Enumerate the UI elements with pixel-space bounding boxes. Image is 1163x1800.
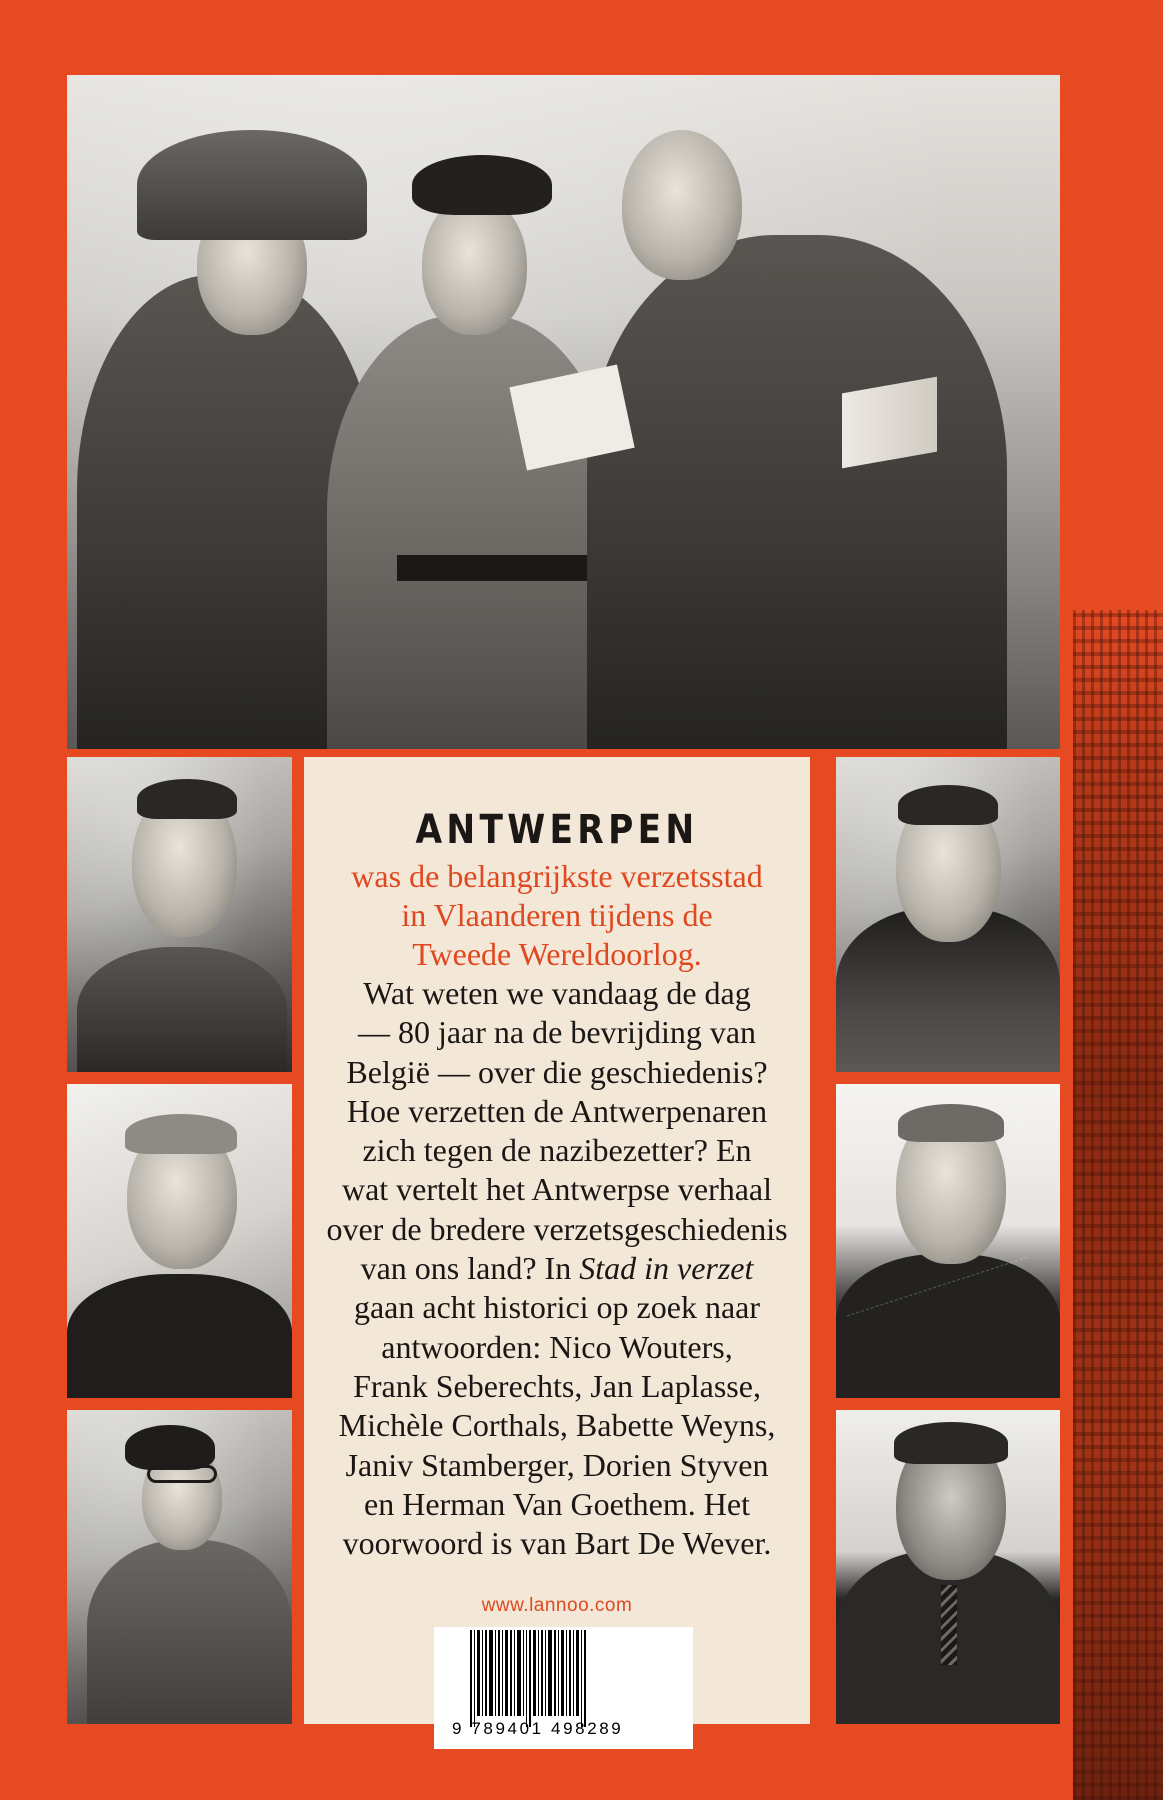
beret (412, 155, 552, 215)
city-panorama-strip (1073, 610, 1163, 1800)
portrait-hair (898, 1104, 1004, 1142)
barcode-bars (470, 1630, 660, 1722)
isbn-barcode (434, 1627, 693, 1749)
panel-title: ANTWERPEN (415, 807, 699, 853)
portrait-right-2 (836, 1084, 1060, 1398)
portrait-right-3 (836, 1410, 1060, 1724)
body-line: zich tegen de nazibezetter? En (362, 1132, 752, 1169)
body-line: — 80 jaar na de bevrijding van (357, 1014, 757, 1051)
isbn-digits: 9 789401 498289 (452, 1719, 624, 1738)
portrait-left-3 (67, 1410, 292, 1724)
book-title: Stad in verzet (579, 1250, 754, 1287)
striped-tie (941, 1585, 957, 1665)
body-line: wat vertelt het Antwerpse verhaal (341, 1171, 773, 1208)
body-line: Hoe verzetten de Antwerpenaren (346, 1092, 768, 1129)
figure-officer-right-body (587, 235, 1007, 749)
publisher-url[interactable]: www.lannoo.com (481, 1595, 633, 1616)
portrait-right-1 (836, 757, 1060, 1072)
body-text (304, 974, 810, 1563)
lead-line: was de belangrijkste verzetsstad (351, 858, 763, 894)
portrait-body (77, 947, 287, 1072)
body-line-text: van ons land? In (360, 1250, 580, 1287)
portrait-left-1 (67, 757, 292, 1072)
portrait-hair (894, 1422, 1008, 1464)
portrait-body (87, 1540, 292, 1724)
body-line: Michèle Corthals, Babette Weyns, (338, 1407, 776, 1444)
body-line: en Herman Van Goethem. Het (364, 1485, 750, 1522)
beret (125, 1425, 215, 1470)
figure-middle-head (422, 195, 527, 335)
portrait-body (67, 1274, 292, 1398)
portrait-hair (137, 779, 237, 819)
body-line: Wat weten we vandaag de dag (363, 975, 751, 1011)
lead-text (304, 857, 810, 974)
body-line: gaan acht historici op zoek naar (353, 1289, 761, 1326)
body-line: België — over die geschiedenis? (346, 1053, 768, 1090)
body-line: Janiv Stamberger, Dorien Styven (345, 1446, 769, 1483)
lead-line: Tweede Wereldoorlog. (412, 936, 702, 972)
blurb-panel (304, 757, 810, 1724)
portrait-hair (125, 1114, 237, 1154)
portrait-hair (898, 785, 998, 825)
body-line: Frank Seberechts, Jan Laplasse, (353, 1367, 761, 1404)
body-line (304, 1249, 810, 1288)
portrait-left-2 (67, 1084, 292, 1398)
figure-officer-right-head (622, 130, 742, 280)
body-line: over de bredere verzetsgeschiedenis (326, 1210, 788, 1247)
lead-line: in Vlaanderen tijdens de (401, 897, 713, 933)
hero-photo (67, 75, 1060, 749)
body-line: antwoorden: Nico Wouters, (381, 1328, 733, 1365)
glasses (147, 1465, 217, 1483)
helmet (137, 130, 367, 240)
body-line: voorwoord is van Bart De Wever. (342, 1525, 772, 1562)
